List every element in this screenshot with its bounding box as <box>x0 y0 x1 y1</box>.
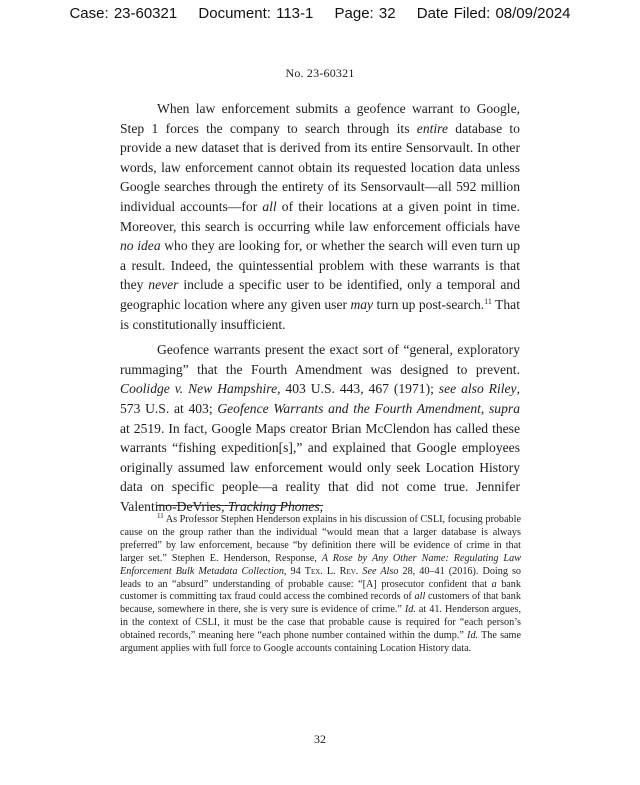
header-document: Document: 113-1 <box>198 5 314 22</box>
paragraph-1: When law enforcement submits a geofence warrant to Google, Step 1 forces the company to search through its entire database to provide a new dataset that is derived from its entire Sensorvault. In other words, law enforcement cannot obtain its requested location data unless Google searches through the entirety of its Sensorvault—all 592 million individual accounts—for all of their locations at a given point in time. Moreover, this search is occurring while law enforcement officials have no idea who they are looking for, or whether the search will even turn up a result. Indeed, the quintessential problem with these warrants is that they never include a specific user to be identified, only a temporal and geographic location where any given user may turn up post-search.$^{11}$ That is constitutionally insufficient. <box>120 101 520 332</box>
footnote-reference: 11 <box>484 296 492 306</box>
header-page: Page: 32 <box>334 5 396 22</box>
case-number: No. 23-60321 <box>285 66 355 80</box>
body-text <box>120 99 520 522</box>
paragraph-2: Geofence warrants present the exact sort of “general, exploratory rummaging” that the Fourth Amendment was designed to prevent. Coolidge v. New Hampshire, 403 U.S. 443, 467 (1971); see also Riley, 573 U.S. at 403; Geofence Warrants and the Fourth Amendment, supra at 2519. In fact, Google Maps creator Brian McClendon has called these warrants “fishing expedition[s],” and explained that Google employees originally assumed law enforcement would only seek Location History data on specific people—a reality that did not come true. Jennifer Valentino-DeVries, Tracking Phones, <box>120 342 520 514</box>
header-filed-date: Date Filed: 08/09/2024 <box>416 5 571 22</box>
filing-header <box>0 5 640 22</box>
page-number: 32 <box>314 732 326 746</box>
footnote-11: $^{11}$ As Professor Stephen Henderson explains in his discussion of CSLI, focusing probable cause on the group rather than the individual “would mean that a larger database is always preferred” by law enforcement, because “by definition there will be evidence of crime in that larger set.” Stephen E. Henderson, Response, A Rose by Any Other Name: Regulating Law Enforcement Bulk Metadata Collection, 94 Tex. L. Rev. See Also 28, 40–41 (2016). Doing so leads to an “absurd” understanding of probable cause: “[A] prosecutor confident that a bank customer is committing tax fraud could access the combined records of all customers of that bank because, somewhere in there, she is very sure is evidence of crime.” Id. at 41. Henderson argues, in the context of CSLI, it must be the case that probable cause is required for “each person’s obtained records,” meaning here “each phone number contained within the dump.” Id. The same argument applies with full force to Google accounts containing Location History data. <box>120 512 522 655</box>
footnote-number: 11 <box>157 512 164 520</box>
footnote-divider <box>156 505 323 506</box>
header-case: Case: 23-60321 <box>69 5 178 22</box>
